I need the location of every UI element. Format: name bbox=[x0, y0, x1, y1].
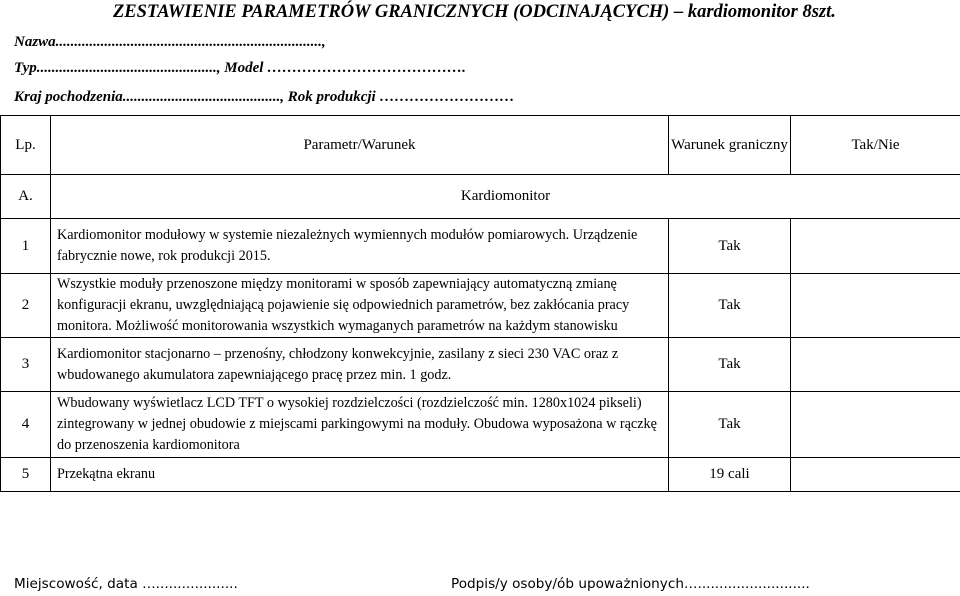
col-header-yes-no: Tak/Nie bbox=[791, 116, 960, 175]
row-requirement: 19 cali bbox=[669, 458, 791, 492]
table-row bbox=[1, 392, 960, 458]
row-requirement: Tak bbox=[669, 219, 791, 274]
row-lp: 1 bbox=[1, 219, 51, 274]
country-year-field[interactable]: Kraj pochodzenia.........................................., Rok produkcji ……………………… bbox=[14, 89, 515, 105]
parameters-table bbox=[0, 115, 960, 492]
row-lp: 4 bbox=[1, 392, 51, 458]
row-lp: 2 bbox=[1, 274, 51, 338]
section-lp: A. bbox=[1, 175, 51, 219]
section-label: Kardiomonitor bbox=[51, 175, 960, 219]
row-parameter: Wbudowany wyświetlacz LCD TFT o wysokiej rozdzielczości (rozdzielczość min. 1280x1024 pikseli) zintegrowany w jednej obudowie z miejscami parkingowymi na moduły. Obudowa wyposażona w rączkę do przenoszenia kardiomonitora bbox=[51, 392, 669, 458]
type-model-field[interactable]: Typ................................................, Model …………………………………. bbox=[14, 60, 466, 76]
name-field[interactable]: Nazwa......................................................................., bbox=[14, 34, 326, 50]
table-row bbox=[1, 274, 960, 338]
table-row bbox=[1, 458, 960, 492]
col-header-parameter: Parametr/Warunek bbox=[51, 116, 669, 175]
document-title: ZESTAWIENIE PARAMETRÓW GRANICZNYCH (ODCINAJĄCYCH) – kardiomonitor 8szt. bbox=[113, 2, 836, 22]
row-answer-cell[interactable] bbox=[791, 219, 960, 274]
row-answer-cell[interactable] bbox=[791, 458, 960, 492]
row-answer-cell[interactable] bbox=[791, 274, 960, 338]
row-parameter: Wszystkie moduły przenoszone między monitorami w sposób zapewniający automatyczną zmianę konfiguracji ekranu, uwzględniającą pojawienie się odpowiednich parametrów, bez zakłócania pracy monitora. Możliwość monitorowania wszystkich wymaganych parametrów na każdym stanowisku bbox=[51, 274, 669, 338]
row-requirement: Tak bbox=[669, 274, 791, 338]
table-row bbox=[1, 219, 960, 274]
place-date-line[interactable]: Miejscowość, data …................... bbox=[14, 576, 238, 592]
row-lp: 5 bbox=[1, 458, 51, 492]
col-header-requirement: Warunek graniczny bbox=[669, 116, 791, 175]
row-parameter: Kardiomonitor modułowy w systemie niezależnych wymiennych modułów pomiarowych. Urządzenie fabrycznie nowe, rok produkcji 2015. bbox=[51, 219, 669, 274]
row-requirement: Tak bbox=[669, 392, 791, 458]
row-answer-cell[interactable] bbox=[791, 392, 960, 458]
table-header-row bbox=[1, 116, 960, 175]
row-requirement: Tak bbox=[669, 338, 791, 392]
col-header-lp: Lp. bbox=[1, 116, 51, 175]
section-row bbox=[1, 175, 960, 219]
row-answer-cell[interactable] bbox=[791, 338, 960, 392]
row-parameter: Kardiomonitor stacjonarno – przenośny, chłodzony konwekcyjnie, zasilany z sieci 230 VAC oraz z wbudowanego akumulatora zapewniającego pracę przez min. 1 godz. bbox=[51, 338, 669, 392]
table-row bbox=[1, 338, 960, 392]
row-lp: 3 bbox=[1, 338, 51, 392]
row-parameter: Przekątna ekranu bbox=[51, 458, 669, 492]
signature-line[interactable]: Podpis/y osoby/ób upoważnionych….......................... bbox=[451, 576, 810, 592]
